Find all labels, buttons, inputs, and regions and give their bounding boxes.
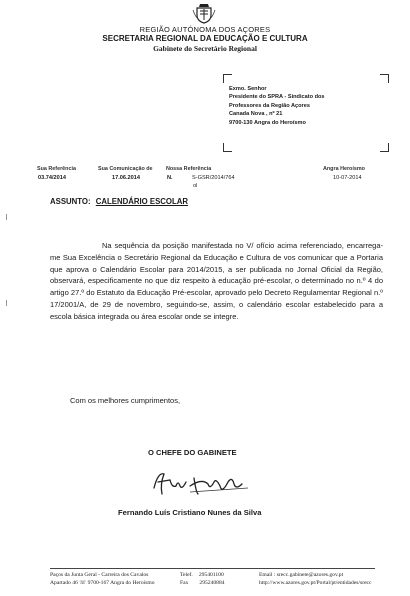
footer-address-line: Paços da Junta Geral - Carreira dos Cavalos (50, 572, 149, 578)
footer-email[interactable]: Email : srecc.gabinete@azores.gov.pt (259, 572, 344, 578)
our-reference-suffix: ol (193, 183, 198, 189)
place-label: Angra Heroísmo (323, 166, 365, 172)
footer-address-line: Apartado 46 ☏ 9700-167 Angra do Heroísmo (50, 580, 155, 586)
your-communication-value: 17.06.2014 (112, 175, 140, 181)
fax-value: 295240884 (199, 580, 225, 586)
tel-value: 295401100 (198, 572, 224, 578)
closing-salutation: Com os melhores cumprimentos, (70, 396, 181, 405)
letter-body-paragraph: Na sequência da posição manifestada no V/ ofício acima referenciado, encarrega-me Sua Excelência o Secretário Regional da Educação e Cultura de vos comunicar que a Portaria que aprova o Calendário Escolar para 2014/2015, a ser publicada no Jornal Oficial da Região, observará, especificamente no que diz respeito à educação pré-escolar, o determinado no n.º 4 do artigo 27.º do Estatuto da Educação Pré-escolar, aprovado pelo Decreto Regulamentar Regional n.º 17/2001/A, de 29 de novembro, seguindo-se, assim, o calendário escolar estabelecido para a escola básica integrada ou área escolar onde se integre. (50, 241, 383, 321)
signatory-title: O CHEFE DO GABINETE (148, 448, 237, 457)
recipient-line: Exmo. Senhor (229, 86, 267, 92)
our-reference-prefix: N. (167, 175, 173, 181)
signatory-name: Fernando Luís Cristiano Nunes da Silva (118, 508, 262, 517)
letterhead-office: Gabinete do Secretário Regional (153, 44, 257, 53)
our-reference-value: S-GSR/2014/764 (192, 175, 235, 181)
handwritten-signature (150, 468, 260, 500)
letterhead-region: REGIÃO AUTÓNOMA DOS AÇORES (139, 25, 271, 34)
fax-label: Fax (180, 580, 189, 586)
recipient-line: Professores da Região Açores (229, 102, 310, 109)
footer-divider (50, 568, 375, 569)
footer-address (50, 571, 155, 587)
footer-website-link[interactable]: http://www.azores.gov.pt/Portal/pt/entidades/srecc (259, 580, 372, 586)
your-reference-value: 03.74/2014 (38, 175, 66, 181)
your-reference-label: Sua Referência (37, 166, 76, 172)
recipient-address (229, 85, 325, 127)
subject-text: CALENDÁRIO ESCOLAR (95, 197, 189, 206)
coat-of-arms-seal (191, 2, 217, 24)
tel-label: Telef. (180, 572, 193, 578)
margin-mark (4, 214, 7, 220)
recipient-line: 9700-130 Angra do Heroísmo (229, 119, 306, 126)
your-communication-label: Sua Comunicação de (98, 166, 153, 172)
subject-line (50, 197, 188, 206)
recipient-line: Canada Nova , nº 21 (229, 111, 283, 118)
letter-date: 10-07-2014 (333, 175, 362, 181)
recipient-line: Presidente do SPRA - Sindicato dos (229, 94, 325, 101)
footer-phone-fax (180, 571, 225, 587)
footer-contact (259, 571, 372, 587)
subject-label: ASSUNTO: (50, 197, 91, 206)
letterhead-secretariat: SECRETARIA REGIONAL DA EDUCAÇÃO E CULTURA (102, 34, 308, 43)
margin-mark (4, 300, 7, 306)
our-reference-label: Nossa Referência (166, 166, 212, 172)
